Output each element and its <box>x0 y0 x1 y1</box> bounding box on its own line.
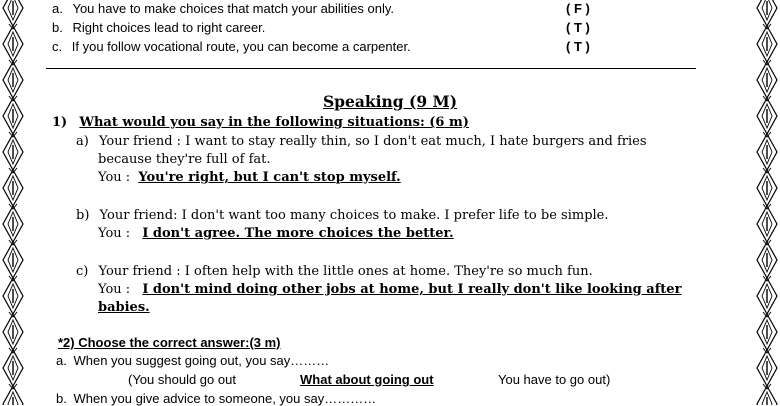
situation-c-friend <box>76 264 593 279</box>
friend-line: I don't want too many choices to make. I prefer life to be simple. <box>177 208 609 223</box>
q1-heading-text: What would you say in the following situations: (6 m) <box>79 115 469 130</box>
section-divider <box>46 68 696 69</box>
situation-c-you <box>98 282 681 297</box>
friend-line: I want to stay really thin, so I don't eat much, I hate burgers and fries <box>181 134 647 149</box>
tf-text: Right choices lead to right career. <box>72 20 266 35</box>
answer-c: I don't mind doing other jobs at home, but I really don't like looking after <box>142 282 682 297</box>
option-2-selected: What about going out <box>300 372 434 387</box>
answer-b: I don't agree. The more choices the better. <box>142 226 454 241</box>
q2-item-a <box>56 353 329 368</box>
friend-prefix: Your friend : <box>98 264 181 279</box>
tf-answer-b: ( T ) <box>566 20 590 35</box>
option-1: (You should go out <box>128 372 236 387</box>
tf-label: a. <box>52 1 63 16</box>
friend-prefix: Your friend: <box>99 208 178 223</box>
tf-item-a <box>52 1 394 16</box>
you-prefix: You : <box>98 226 131 241</box>
q2-text: When you give advice to someone, you say………… <box>73 391 377 406</box>
decorative-border-left <box>0 0 26 405</box>
tf-answer-c: ( T ) <box>566 39 590 54</box>
border-pattern-icon <box>754 0 780 405</box>
tf-answer-a: ( F ) <box>566 1 590 16</box>
answer-c-cont: babies. <box>98 300 150 315</box>
friend-line: I often help with the little ones at home. They're so much fun. <box>180 264 593 279</box>
decorative-border-right <box>754 0 780 405</box>
tf-text: You have to make choices that match your abilities only. <box>72 1 395 16</box>
tf-text: If you follow vocational route, you can become a carpenter. <box>71 39 411 54</box>
you-prefix: You : <box>98 282 131 297</box>
tf-label: b. <box>52 20 63 35</box>
q2-label: a. <box>56 353 67 368</box>
situation-a-you <box>98 170 401 185</box>
option-3: You have to go out) <box>498 372 611 387</box>
situation-b-friend <box>76 208 609 223</box>
border-pattern-icon <box>0 0 26 405</box>
q1-heading <box>52 115 469 130</box>
situation-b-you <box>98 226 454 241</box>
tf-label: c. <box>52 39 63 54</box>
tf-item-b <box>52 20 265 35</box>
tf-item-c <box>52 39 411 54</box>
q2-text: When you suggest going out, you say……… <box>73 353 330 368</box>
speaking-title: Speaking (9 M) <box>322 92 458 111</box>
answer-a: You're right, but I can't stop myself. <box>138 170 401 185</box>
situation-a-friend <box>76 134 647 149</box>
q2-item-b <box>56 391 376 406</box>
friend-prefix: Your friend : <box>98 134 182 149</box>
you-prefix: You : <box>98 170 131 185</box>
q2-heading: *2) Choose the correct answer:(3 m) <box>58 335 281 350</box>
q2-label: b. <box>56 391 67 406</box>
situation-label: a) <box>76 134 89 149</box>
q1-number: 1) <box>52 115 68 130</box>
situation-a-friend-cont: because they're full of fat. <box>98 152 271 167</box>
situation-label: c) <box>76 264 89 279</box>
situation-label: b) <box>76 208 90 223</box>
